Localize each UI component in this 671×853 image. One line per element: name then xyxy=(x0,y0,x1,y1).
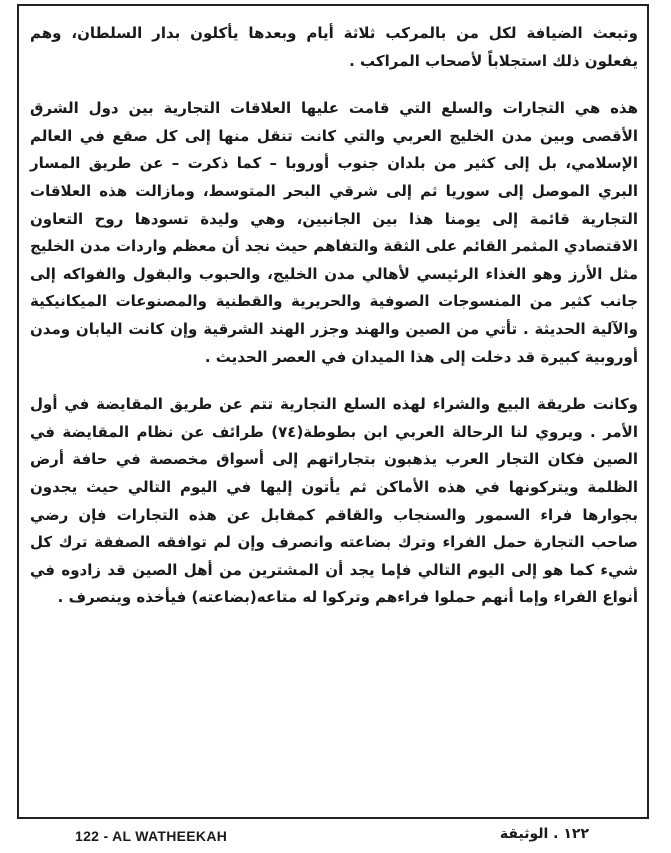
paragraph-2: هذه هي التجارات والسلع التي قامت عليها العلاقات التجارية بين دول الشرق الأقصى وبين مدن الخليج العربي والتي كانت تنقل منها إلى كل صقع في العالم الإسلامي، بل إلى كثير من بلدان جنوب أوروبا – كما ذكرت – عن طريق المسار البري الموصل إلى سوريا ثم إلى شرقي البحر المتوسط، ومازالت هذه العلاقات التجارية قائمة إلى يومنا هذا بين الجانبين، وهي وليدة تسودها روح التعاون الاقتصادي المثمر القائم على الثقة والتفاهم حيث نجد أن معظم واردات مدن الخليج مثل الأرز وهو الغذاء الرئيسي لأهالي مدن الخليج، والحبوب والبقول والفواكه إلى جانب كثير من المنسوجات الصوفية والحريرية والقطنية والمصنوعات الميكانيكية والآلية الحديثة . تأتي من الصين والهند وجزر الهند الشرقية وإن كانت اليابان ومدن أوروبية كبيرة قد دخلت إلى هذا الميدان في العصر الحديث . xyxy=(30,99,638,366)
paragraph-3: وكانت طريقة البيع والشراء لهذه السلع التجارية تتم عن طريق المقايضة في أول الأمر . ويروي لنا الرحالة العربي ابن بطوطة(٧٤) طرائف عن نظام المقايضة في الصين فكان التجار العرب يذهبون بتجاراتهم إلى أسواق مخصصة في حافة أرض الظلمة ويتركونها في هذه الأماكن ثم يأتون إليها في اليوم التالي حيث يجدون بجوارها فراء السمور والسنجاب والقاقم كمقابل عن هذه التجارات فإن رضي صاحب التجارة حمل الفراء وترك بضاعته وانصرف وإن لم توافقه الصفقة ترك كل شيء كما هو إلى اليوم التالي فإما يجد أن المشترين من أهل الصين قد زادوه في أنواع الفراء وإما أنهم حملوا فراءهم وتركوا له متاعه(بضاعته) فيأخذه وينصرف . xyxy=(30,395,638,607)
page-number-latin: 122 - AL WATHEEKAH xyxy=(75,828,228,844)
page-footer xyxy=(0,826,671,850)
page-number-arabic: ١٢٢ . الوثيقة xyxy=(499,826,589,842)
article-body xyxy=(30,20,638,612)
paragraph-1: وتبعث الضيافة لكل من بالمركب ثلاثة أيام وبعدها يأكلون بدار السلطان، وهم يفعلون ذلك استجلاباً لأصحاب المراكب . xyxy=(30,24,638,70)
